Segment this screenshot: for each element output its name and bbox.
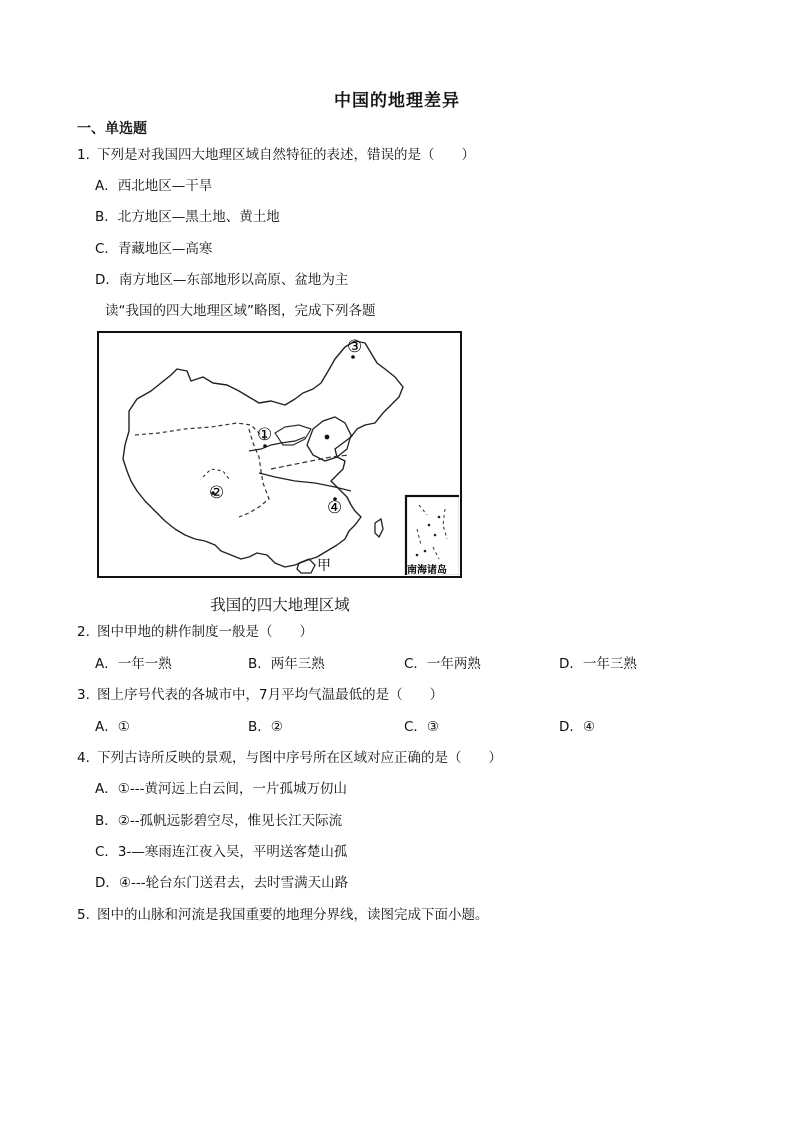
region-marker-1: ①	[257, 425, 273, 445]
option-1c: C．青藏地区—高寒	[95, 241, 213, 257]
question-number: 1．	[77, 147, 100, 163]
china-regions-map	[97, 331, 462, 578]
question-number: 2．	[77, 624, 100, 640]
option-4b: B．②--孤帆远影碧空尽，惟见长江天际流	[95, 813, 343, 829]
inset-label: 南海诸岛	[407, 565, 447, 575]
question-stem: 图中的山脉和河流是我国重要的地理分界线，读图完成下面小题。	[97, 907, 489, 923]
option-3a: A．①	[95, 719, 130, 735]
option-3b: B．②	[248, 719, 283, 735]
option-2c: C．一年两熟	[404, 656, 481, 672]
question-number: 5．	[77, 907, 100, 923]
question-5	[77, 906, 489, 924]
option-1a: A．西北地区—干旱	[95, 178, 213, 194]
option-4a: A．①---黄河远上白云间，一片孤城万仞山	[95, 781, 347, 797]
option-3d: D．④	[559, 719, 595, 735]
option-3c: C．③	[404, 719, 440, 735]
northwest-boundary	[135, 423, 267, 441]
section-heading: 一、单选题	[77, 121, 147, 137]
option-2d: D．一年三熟	[559, 656, 637, 672]
option-4c: C．3-—寒雨连江夜入吴，平明送客楚山孤	[95, 844, 348, 860]
china-outline	[123, 341, 403, 567]
map-caption: 我国的四大地理区域	[210, 596, 350, 614]
question-1	[77, 146, 475, 164]
question-stem: 图上序号代表的各城市中，7月平均气温最低的是（ ）	[97, 687, 444, 703]
page-title: 中国的地理差异	[334, 91, 460, 111]
inner-loop	[203, 469, 229, 479]
taiwan-island	[375, 519, 383, 537]
question-stem: 下列古诗所反映的景观，与图中序号所在区域对应正确的是（ ）	[97, 750, 502, 766]
south-china-sea-inset	[406, 496, 459, 575]
question-stem: 图中甲地的耕作制度一般是（ ）	[97, 624, 313, 640]
location-jia: 甲	[317, 558, 331, 574]
option-4d: D．④---轮台东门送君去，去时雪满天山路	[95, 875, 349, 891]
question-stem: 下列是对我国四大地理区域自然特征的表述，错误的是（ ）	[97, 147, 475, 163]
northern-plateau-line	[275, 425, 311, 445]
option-2a: A．一年一熟	[95, 656, 172, 672]
map-intro: 读“我国的四大地理区域”略图，完成下列各题	[105, 303, 376, 319]
region-marker-3: ③	[347, 337, 363, 357]
option-1b: B．北方地区—黑土地、黄土地	[95, 209, 280, 225]
question-3	[77, 686, 443, 704]
question-2	[77, 623, 313, 641]
question-number: 4．	[77, 750, 100, 766]
question-number: 3．	[77, 687, 100, 703]
north-china-plain	[307, 417, 351, 461]
region-marker-2: ②	[209, 483, 225, 503]
region-marker-4: ④	[327, 498, 343, 518]
option-2b: B．两年三熟	[248, 656, 325, 672]
option-1d: D．南方地区—东部地形以高原、盆地为主	[95, 272, 349, 288]
question-4	[77, 749, 502, 767]
